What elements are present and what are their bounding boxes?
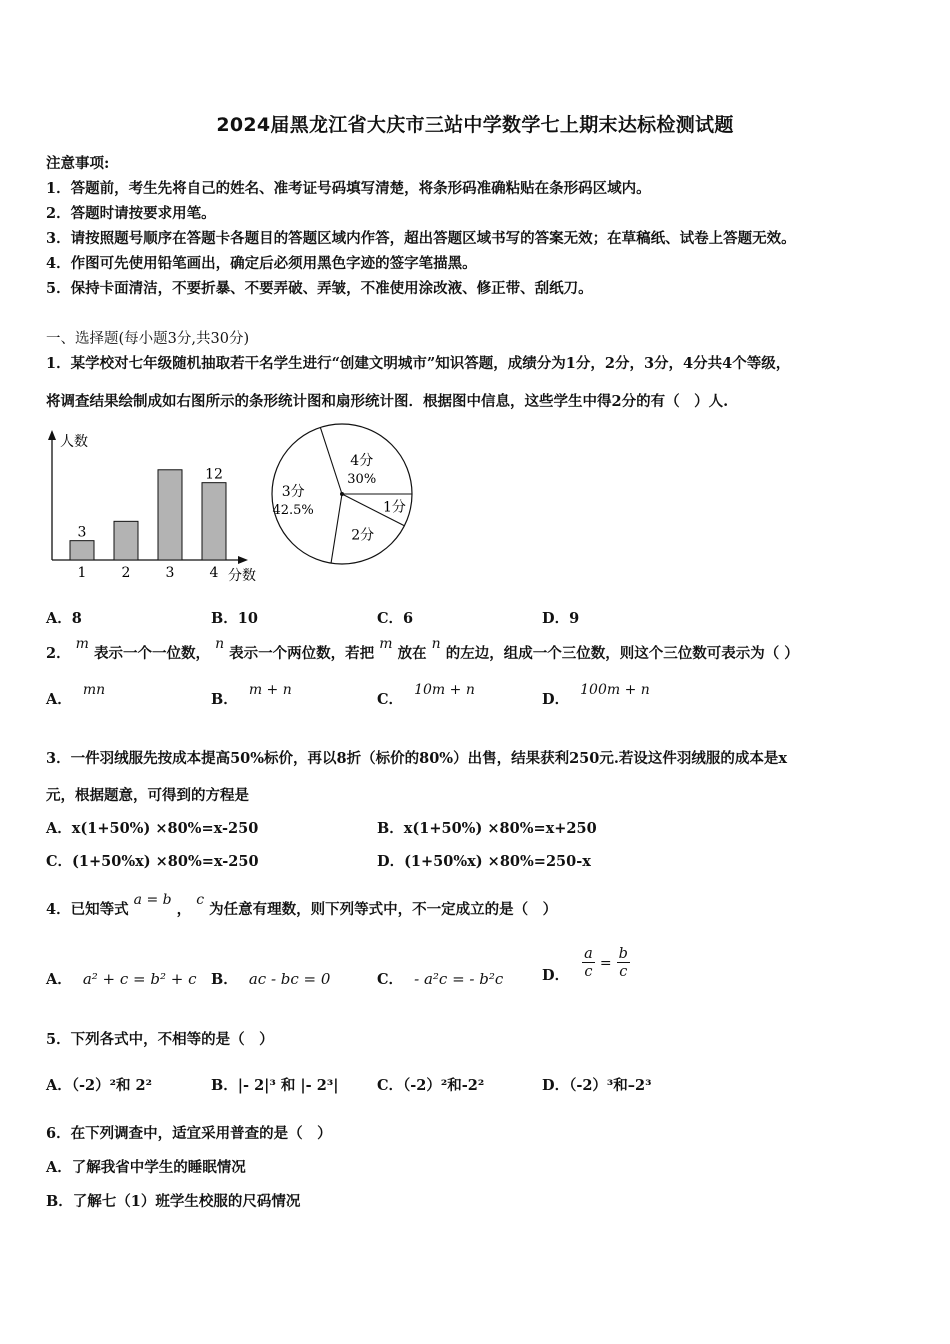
notice-item: 5．保持卡面清洁，不要折暴、不要弄破、弄皱，不准使用涂改液、修正带、刮纸刀。 (46, 280, 593, 297)
denominator: c (584, 964, 593, 980)
q1-option-d[interactable]: D．9 (542, 610, 580, 627)
x-tick-label: 4 (209, 565, 219, 581)
q1-option-b[interactable]: B．10 (211, 610, 258, 627)
option-letter: C． (377, 971, 404, 988)
q6-option-a[interactable]: A．了解我省中学生的睡眠情况 (46, 1159, 246, 1176)
q2-stem (46, 636, 799, 663)
denominator: c (619, 964, 628, 980)
option-expr: mn (82, 682, 106, 698)
q6-stem: 6．在下列调查中，适宜采用普查的是（ ） (46, 1125, 332, 1142)
bar-data-label: 12 (205, 466, 223, 483)
option-letter: C． (377, 691, 404, 708)
option-expr: 100m + n (580, 682, 650, 698)
fraction-b-over-c (617, 946, 630, 981)
option-expr: 10m + n (414, 682, 475, 698)
option-letter: A． (46, 691, 72, 708)
q2-option-d[interactable] (542, 682, 650, 709)
q1-stem-line2: 将调查结果绘制成如右图所示的条形统计图和扇形统计图．根据图中信息，这些学生中得2分的有（ ）人. (46, 393, 729, 410)
q6-option-b[interactable]: B．了解七（1）班学生校服的尺码情况 (46, 1193, 301, 1210)
option-letter: D． (542, 691, 570, 708)
y-axis-arrow-icon (48, 430, 56, 440)
notice-item: 2．答题时请按要求用笔。 (46, 205, 216, 222)
bar-3 (158, 470, 182, 560)
q4-option-b[interactable] (211, 968, 330, 989)
q2-option-b[interactable] (211, 682, 292, 709)
q5-stem: 5．下列各式中，不相等的是（ ） (46, 1031, 274, 1048)
x-tick-label: 3 (165, 565, 175, 581)
pie-slice-value: 42.5% (272, 502, 314, 518)
q3-option-a[interactable]: A．x(1+50%) ×80%=x-250 (46, 820, 259, 837)
numerator: b (618, 946, 628, 962)
q2-var-m: m (379, 636, 393, 652)
bar-4 (202, 483, 226, 560)
fraction-a-over-c (582, 946, 595, 981)
option-letter: B． (211, 971, 238, 988)
q2-text: 的左边，组成一个三位数，则这个三位数可表示为（ ） (445, 645, 799, 662)
option-expr: m + n (248, 682, 292, 698)
q2-var-n: n (431, 636, 441, 652)
q3-option-b[interactable]: B．x(1+50%) ×80%=x+250 (377, 820, 597, 837)
q2-var-n: n (215, 636, 225, 652)
q1-option-a[interactable]: A．8 (46, 610, 82, 627)
q4-equation: a = b (133, 892, 172, 908)
q4-option-a[interactable] (46, 968, 197, 989)
bar-1 (70, 541, 94, 560)
equals-sign: = (599, 955, 612, 972)
q2-text: 表示一个一位数， (94, 645, 210, 662)
q4-text: ， (176, 901, 192, 918)
q4-stem (46, 892, 558, 919)
pie-slice-label: 3分 (281, 483, 305, 500)
option-letter: D． (542, 966, 570, 984)
q5-option-b[interactable]: B．|- 2|³ 和 |- 2³| (211, 1077, 339, 1094)
q5-option-c[interactable]: C．（-2）²和-2² (377, 1077, 485, 1094)
bar-2 (114, 521, 138, 560)
pie-slice-label: 2分 (351, 527, 375, 544)
pie-center (340, 492, 344, 496)
pie-slice-value: 30% (347, 471, 377, 487)
page-title: 2024届黑龙江省大庆市三站中学数学七上期末达标检测试题 (216, 114, 734, 136)
q2-text: 表示一个两位数，若把 (229, 645, 375, 662)
x-tick-label: 2 (121, 565, 131, 581)
option-letter: B． (211, 691, 238, 708)
option-letter: A． (46, 971, 72, 988)
bar-data-label: 3 (77, 524, 87, 541)
q4-option-d[interactable] (542, 946, 630, 984)
q2-option-a[interactable] (46, 682, 106, 709)
numerator: a (584, 946, 593, 962)
q4-option-c[interactable] (377, 968, 503, 989)
notice-heading: 注意事项: (46, 155, 110, 172)
option-expr: a² + c = b² + c (82, 970, 197, 988)
notice-item: 1．答题前，考生先将自己的姓名、准考证号码填写清楚，将条形码准确粘贴在条形码区域内。 (46, 180, 651, 197)
option-expr: - a²c = - b²c (414, 970, 504, 988)
pie-slice-label: 1分 (382, 499, 406, 516)
q1-option-c[interactable]: C．6 (377, 610, 414, 627)
q3-option-d[interactable]: D．(1+50%x) ×80%=250-x (377, 853, 591, 870)
option-expr: ac - bc = 0 (248, 970, 331, 988)
q5-option-d[interactable]: D．（-2）³和–2³ (542, 1077, 652, 1094)
bar-chart (38, 424, 270, 590)
q2-text: 放在 (397, 645, 427, 662)
q4-text: 4．已知等式 (46, 901, 129, 918)
x-axis-label: 分数 (228, 568, 256, 584)
notice-item: 3．请按照题号顺序在答题卡各题目的答题区域内作答，超出答题区域书写的答案无效；在草稿纸、试卷上答题无效。 (46, 230, 796, 247)
x-axis-arrow-icon (238, 556, 248, 564)
y-axis-label: 人数 (60, 434, 88, 450)
q3-option-c[interactable]: C．(1+50%x) ×80%=x-250 (46, 853, 259, 870)
q3-stem-line2: 元，根据题意，可得到的方程是 (46, 787, 249, 804)
pie-slice-label: 4分 (350, 452, 374, 469)
q2-number: 2． (46, 645, 71, 662)
q3-stem-line1: 3．一件羽绒服先按成本提高50%标价，再以8折（标价的80%）出售，结果获利250元.若设这件羽绒服的成本是x (46, 750, 788, 767)
q1-stem-line1: 1．某学校对七年级随机抽取若干名学生进行“创建文明城市”知识答题，成绩分为1分，2分，3分，4分共4个等级， (46, 355, 791, 372)
x-tick-label: 1 (77, 565, 87, 581)
q4-var-c: c (196, 892, 205, 908)
section-heading: 一、选择题(每小题3分,共30分) (46, 331, 250, 347)
pie-chart (270, 422, 420, 572)
notice-item: 4．作图可先使用铅笔画出，确定后必须用黑色字迹的签字笔描黑。 (46, 255, 477, 272)
q2-option-c[interactable] (377, 682, 475, 709)
q2-var-m: m (75, 636, 89, 652)
q4-text: 为任意有理数，则下列等式中，不一定成立的是（ ） (209, 901, 558, 918)
q5-option-a[interactable]: A．（-2）²和 2² (46, 1077, 152, 1094)
